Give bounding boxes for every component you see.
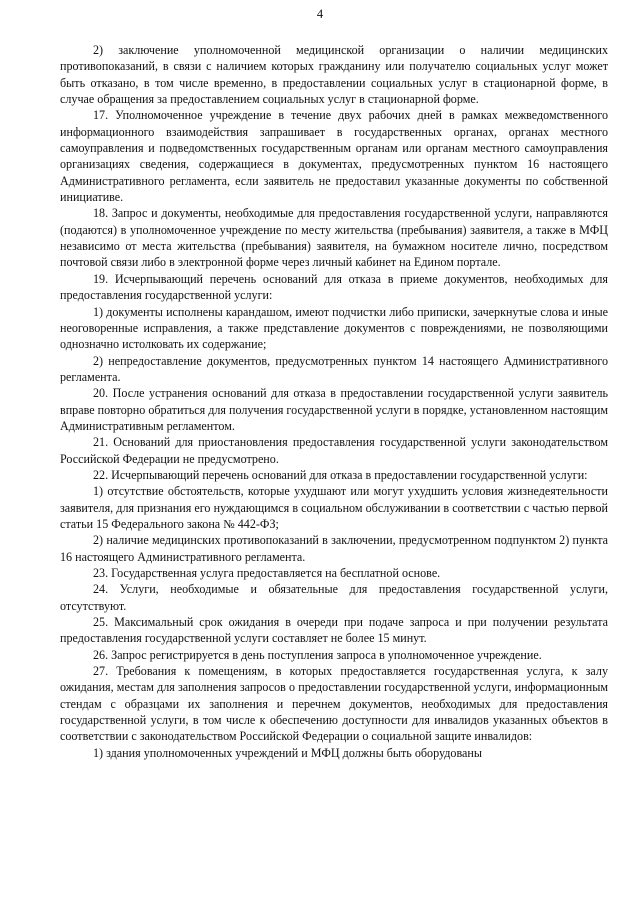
paragraph-23: 23. Государственная услуга предоставляется на бесплатной основе. [93, 566, 441, 580]
document-body [60, 42, 608, 761]
paragraph-27: 27. Требования к помещениям, в которых предоставляется государственная услуга, к залу ожидания, местам для заполнения запросов о предоставлении государственной услуги, информационным стендам с образцами их заполнения и перечнем документов, необходимых для предоставления государственной услуги, в том числе к обеспечению доступности для инвалидов указанных объектов в соответствии с законодательством Российской Федерации о социальной защите инвалидов: [60, 664, 608, 744]
page-number: 4 [316, 7, 324, 21]
paragraph-21: 21. Оснований для приостановления предоставления государственной услуги законодательством Российской Федерации не предусмотрено. [60, 435, 608, 466]
paragraph-17: 17. Уполномоченное учреждение в течение двух рабочих дней в рамках межведомственного информационного взаимодействия запрашивает в государственных органах, органах местного самоуправления и подведомственных государственным органам или органам местного самоуправления организациях сведения, содержащиеся в документах, предусмотренных пунктом 16 настоящего Административного регламента, если заявитель не предоставил указанные документы по собственной инициативе. [60, 108, 608, 205]
paragraph-19-item-2: 2) непредоставление документов, предусмотренных пунктом 14 настоящего Административного регламента. [60, 353, 608, 384]
paragraph-19: 19. Исчерпывающий перечень оснований для отказа в приеме документов, необходимых для предоставления государственной услуги: [60, 271, 608, 303]
paragraph-22-item-2: 2) наличие медицинских противопоказаний в заключении, предусмотренном подпунктом 2) пункта 16 настоящего Административного регламента. [60, 533, 608, 564]
paragraph-16-item-2: 2) заключение уполномоченной медицинской организации о наличии медицинских противопоказаний, в связи с наличием которых гражданину или получателю социальных услуг может быть отказано, в том числе временно, в предоставлении социальных услуг в стационарной форме, в случае обращения за предоставлением социальных услуг в стационарной форме. [60, 43, 608, 107]
paragraph-22-item-1: 1) отсутствие обстоятельств, которые ухудшают или могут ухудшить условия жизнедеятельности заявителя, для признания его нуждающимся в социальном обслуживании в соответствии с частью первой статьи 15 Федерального закона № 442-ФЗ; [60, 484, 608, 531]
paragraph-18: 18. Запрос и документы, необходимые для предоставления государственной услуги, направляются (подаются) в уполномоченное учреждение по месту жительства (пребывания) заявителя, а также в МФЦ независимо от места жительства (пребывания) заявителя, на бумажном носителе лично, посредством почтовой связи либо в электронной форме через личный кабинет на Едином портале. [60, 206, 608, 270]
paragraph-20: 20. После устранения оснований для отказа в предоставлении государственной услуги заявитель вправе повторно обратиться для получения государственной услуги в порядке, установленном настоящим Административным регламентом. [60, 386, 608, 433]
paragraph-26: 26. Запрос регистрируется в день поступления запроса в уполномоченное учреждение. [93, 647, 542, 662]
paragraph-27-item-1: 1) здания уполномоченных учреждений и МФЦ должны быть оборудованы [93, 745, 482, 760]
paragraph-25: 25. Максимальный срок ожидания в очереди при подаче запроса и при получении результата предоставления государственной услуги составляет не более 15 минут. [60, 615, 608, 646]
paragraph-19-item-1: 1) документы исполнены карандашом, имеют подчистки либо приписки, зачеркнутые слова и иные неоговоренные исправления, а также представление документов с повреждениями, не позволяющими однозначно истолковать их содержание; [60, 304, 608, 352]
paragraph-24: 24. Услуги, необходимые и обязательные для предоставления государственной услуги, отсутствуют. [60, 582, 608, 613]
paragraph-22: 22. Исчерпывающий перечень оснований для отказа в предоставлении государственной услуги: [93, 467, 588, 482]
